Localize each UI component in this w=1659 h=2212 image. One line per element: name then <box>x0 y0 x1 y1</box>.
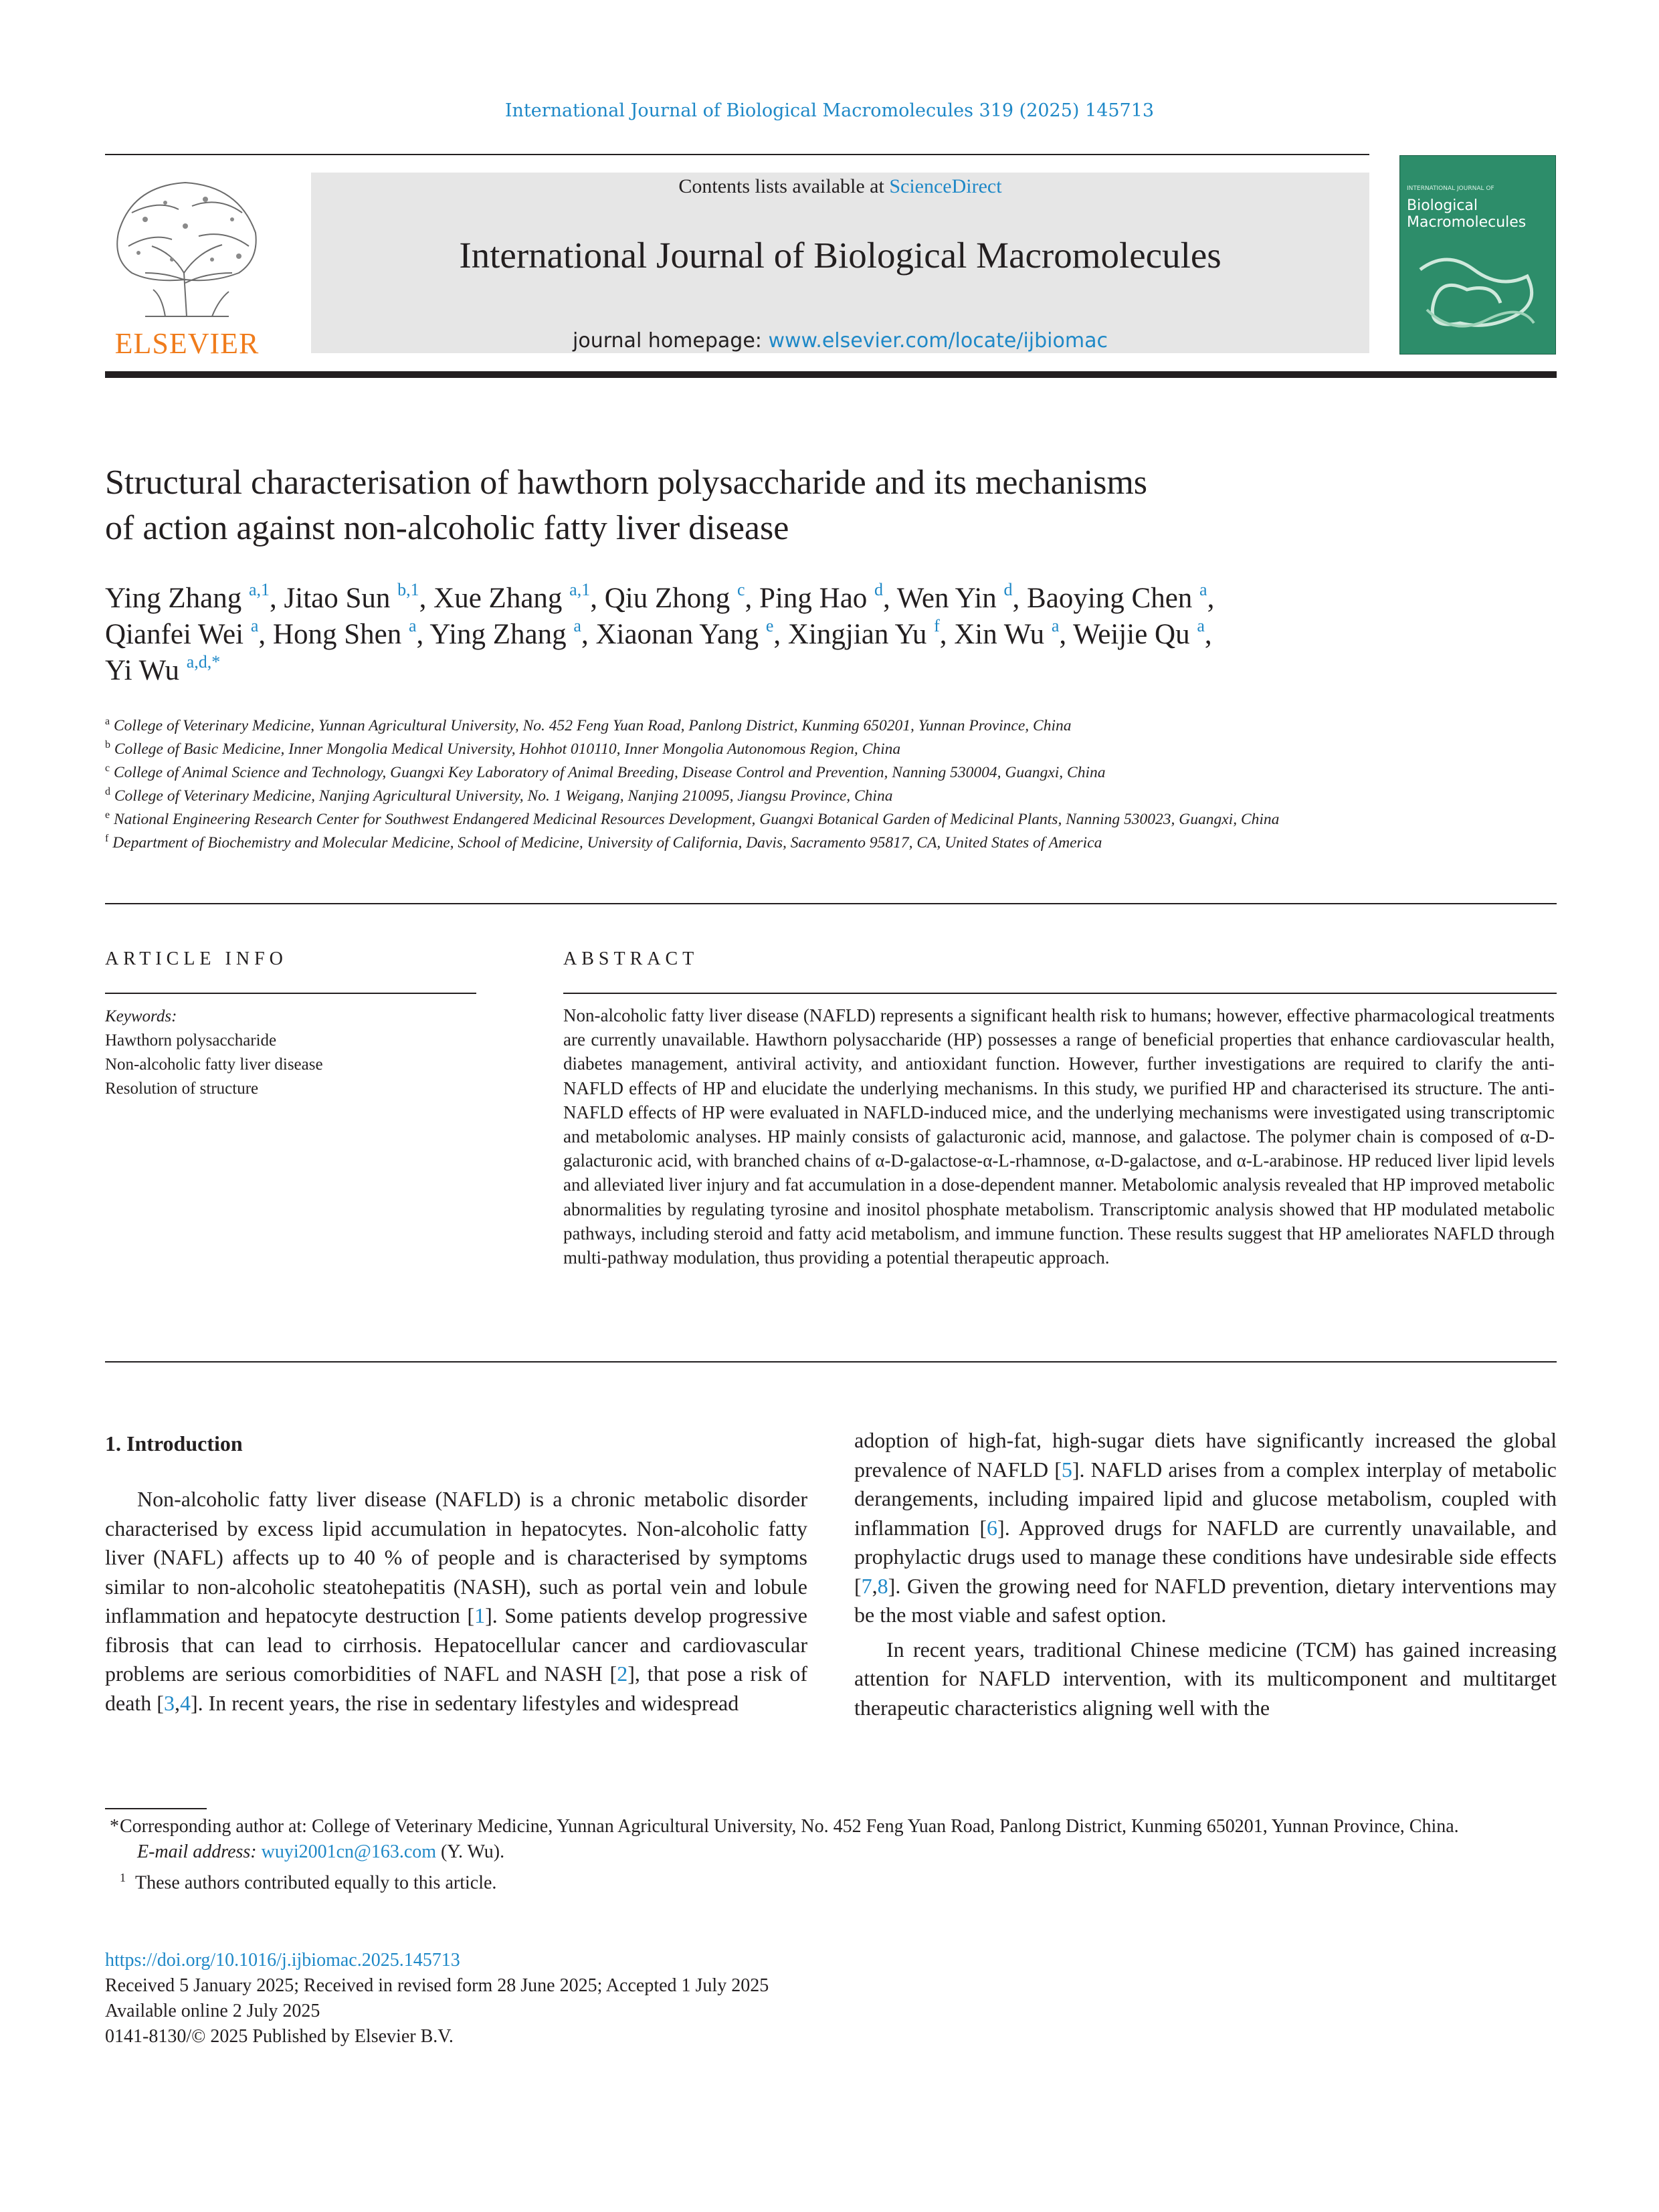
affiliation-key: c <box>105 763 110 774</box>
affiliation-text: Department of Biochemistry and Molecular Medicine, School of Medicine, University of California, Davis, Sacramento 95817, CA, United States of America <box>108 834 1102 851</box>
homepage-prefix: journal homepage: <box>573 329 769 353</box>
abstract-text: Non-alcoholic fatty liver disease (NAFLD) represents a significant health risk to humans; however, effective pharmacological treatments are currently unavailable. Hawthorn polysaccharide (HP) possesses a range of beneficial properties that enhance cardiovascular health, diabetes management, antiviral activity, and antioxidant function. However, further investigations are required to clarify the anti-NAFLD effects of HP and elucidate the underlying mechanisms. In this study, we purified HP and characterised its structure. The anti-NAFLD effects of HP were evaluated in NAFLD-induced mice, and the underlying mechanisms were investigated using transcriptomic and metabolomic analyses. HP mainly consists of galacturonic acid, mannose, and galactose. The polymer chain is composed of α-D-galacturonic acid, with branched chains of α-D-galactose-α-L-rhamnose, α-D-galactose, and α-L-arabinose. HP reduced liver lipid levels and alleviated liver injury and fat accumulation in a dose-dependent manner. Metabolomic analysis revealed that HP improved metabolic abnormalities by regulating tyrosine and inositol phosphate metabolism. Transcriptomic analysis showed that HP modulated metabolic pathways, including steroid and fatty acid metabolism, and immune function. These results suggest that HP ameliorates NAFLD through multi-pathway modulation, thus providing a potential therapeutic approach. <box>563 1005 1555 1268</box>
title-line-1: Structural characterisation of hawthorn polysaccharide and its mechanisms <box>105 464 1148 502</box>
author-name[interactable]: Hong Shen <box>272 619 409 650</box>
intro-right-column <box>854 1426 1557 1722</box>
homepage-link[interactable]: www.elsevier.com/locate/ijbiomac <box>768 329 1108 353</box>
author-name[interactable]: Yi Wu <box>105 655 187 686</box>
author-name[interactable]: Weijie Qu <box>1073 619 1197 650</box>
author-separator: , <box>419 583 434 614</box>
keywords-block <box>105 1005 480 1101</box>
author-name[interactable]: Ping Hao <box>759 583 875 614</box>
citation-link[interactable]: 1 <box>474 1603 486 1627</box>
equal-contribution-footnote: $^1$ These authors contributed equally to this article. <box>120 1871 497 1894</box>
citation-link[interactable]: 4 <box>179 1690 191 1715</box>
author-separator: , <box>258 619 273 650</box>
affiliation-item <box>105 738 1409 761</box>
affiliation-list <box>105 714 1409 855</box>
author-name[interactable]: Ying Zhang <box>105 583 249 614</box>
citation-link[interactable]: 3 <box>163 1690 175 1715</box>
email-suffix: (Y. Wu). <box>436 1841 505 1862</box>
received-dates: Received 5 January 2025; Received in revised form 28 June 2025; Accepted 1 July 2025 <box>105 1975 769 1996</box>
author-separator: , <box>773 619 788 650</box>
author-name[interactable]: Xin Wu <box>954 619 1052 650</box>
paragraph-text: In recent years, traditional Chinese medicine (TCM) has gained increasing attention for NAFLD intervention, with its multicomponent and multitarget therapeutic characteristics aligning well with the <box>854 1637 1557 1720</box>
affiliation-key: a <box>105 716 110 727</box>
paragraph-text: ]. In recent years, the rise in sedentary lifestyles and widespread <box>190 1690 739 1715</box>
author-separator: , <box>1012 583 1028 614</box>
title-line-2: of action against non-alcoholic fatty liver disease <box>105 509 789 547</box>
corresponding-footnote: *Corresponding author at: College of Veterinary Medicine, Yunnan Agricultural University, No. 452 Feng Yuan Road, Panlong District, Kunming 650201, Yunnan Province, China. <box>105 1816 1459 1837</box>
author-name[interactable]: Jitao Sun <box>284 583 398 614</box>
affiliation-item <box>105 714 1409 738</box>
email-footnote <box>105 1839 1557 1865</box>
paragraph-text: ]. NAFLD arises from a complex interplay of metabolic derangements, including impaired lipid and glucose metabolism, coupled with inflammation [ <box>854 1457 1557 1540</box>
journal-homepage <box>311 329 1369 353</box>
author-affiliation-marker[interactable]: a <box>1199 580 1207 599</box>
affiliation-text: College of Veterinary Medicine, Yunnan Agricultural University, No. 452 Feng Yuan Road, Panlong District, Kunming 650201, Yunnan Province, China <box>110 717 1072 734</box>
equal-contribution-text: These authors contributed equally to this article. <box>135 1872 497 1894</box>
footnotes <box>105 1814 1557 1896</box>
author-separator: , <box>270 583 284 614</box>
affiliation-text: College of Animal Science and Technology, Guangxi Key Laboratory of Animal Breeding, Disease Control and Prevention, Nanning 530004, Guangxi, China <box>110 764 1106 781</box>
cover-molecule-graphic <box>1407 243 1549 343</box>
affiliation-key: e <box>105 809 110 821</box>
intro-paragraph <box>854 1635 1557 1723</box>
publication-info <box>105 1948 1557 2049</box>
author-separator: , <box>883 583 897 614</box>
abstract-heading: ABSTRACT <box>563 948 699 969</box>
header-rule <box>105 154 1369 155</box>
author-name[interactable]: Xiaonan Yang <box>595 619 766 650</box>
affiliation-text: College of Basic Medicine, Inner Mongolia Medical University, Hohhot 010110, Inner Mongolia Autonomous Region, China <box>110 740 901 758</box>
elsevier-tree-logo <box>105 173 269 326</box>
intro-left-column <box>105 1485 807 1718</box>
footnote-rule <box>105 1808 207 1809</box>
paragraph-text: ]. Approved drugs for NAFLD are currently unavailable, and prophylactic drugs used to manage these conditions have undesirable side effects [ <box>854 1515 1557 1598</box>
article-title <box>105 460 1409 551</box>
doi-link[interactable]: https://doi.org/10.1016/j.ijbiomac.2025.145713 <box>105 1950 460 1971</box>
abstract-bottom-rule <box>105 1361 1557 1363</box>
affiliation-item <box>105 785 1409 808</box>
author-separator: , <box>745 583 760 614</box>
author-name[interactable]: Qianfei Wei <box>105 619 251 650</box>
journal-reference[interactable]: International Journal of Biological Macromolecules 319 (2025) 145713 <box>504 100 1155 121</box>
citation-link[interactable]: 6 <box>987 1515 998 1540</box>
author-separator: , <box>581 619 596 650</box>
corresponding-text: Corresponding author at: College of Veterinary Medicine, Yunnan Agricultural University, No. 452 Feng Yuan Road, Panlong District, Kunming 650201, Yunnan Province, China. <box>120 1816 1459 1837</box>
citation-link[interactable]: 7 <box>861 1573 872 1598</box>
journal-title: International Journal of Biological Macromolecules <box>459 235 1222 276</box>
paragraph-text: ]. Some patients develop progressive fibrosis that can lead to cirrhosis. Hepatocellular cancer and cardiovascular problems are serious comorbidities of NAFL and NASH [ <box>105 1603 807 1686</box>
paragraph-text: , <box>872 1573 878 1598</box>
author-separator: , <box>416 619 430 650</box>
contents-line <box>311 175 1369 198</box>
available-online: Available online 2 July 2025 <box>105 2001 320 2021</box>
author-name[interactable]: Ying Zhang <box>429 619 574 650</box>
author-affiliation-marker[interactable]: a <box>408 616 417 635</box>
contents-prefix: Contents lists available at <box>678 175 890 197</box>
keyword-item: Hawthorn polysaccharide <box>105 1031 277 1049</box>
email-link[interactable]: wuyi2001cn@163.com <box>261 1841 437 1862</box>
paragraph-text: Non-alcoholic fatty liver disease (NAFLD) is a chronic metabolic disorder characterised by excess lipid accumulation in hepatocytes. Non-alcoholic fatty liver (NAFL) affects up to 40 % of people and is characterised by symptoms similar to non-alcoholic steatohepatitis (NASH), such as portal vein and lobule inflammation and hepatocyte destruction [ <box>105 1487 807 1627</box>
journal-cover-image[interactable] <box>1399 155 1556 355</box>
keyword-item: Resolution of structure <box>105 1080 259 1098</box>
email-label: E-mail address: <box>137 1841 262 1862</box>
author-name[interactable]: Qiu Zhong <box>604 583 737 614</box>
author-list <box>105 581 1409 689</box>
paragraph-text: ], that pose a risk of death [ <box>105 1662 808 1715</box>
sciencedirect-link[interactable]: ScienceDirect <box>889 175 1002 197</box>
keywords-label: Keywords: <box>105 1007 177 1025</box>
abstract-rule <box>563 993 1557 994</box>
author-affiliation-marker[interactable]: e <box>765 616 774 635</box>
affiliation-item <box>105 808 1409 831</box>
affiliation-key: d <box>105 786 110 797</box>
author-affiliation-marker[interactable]: a,1 <box>248 580 270 599</box>
author-affiliation-marker[interactable]: a,d,* <box>186 652 221 672</box>
author-affiliation-marker[interactable]: a <box>573 616 581 635</box>
citation-link[interactable]: 2 <box>617 1662 628 1686</box>
author-affiliation-marker[interactable]: d <box>1003 580 1013 599</box>
author-affiliation-marker[interactable]: d <box>874 580 884 599</box>
affiliation-rule <box>105 903 1557 904</box>
intro-paragraph <box>105 1485 807 1718</box>
author-affiliation-marker[interactable]: b,1 <box>397 580 419 599</box>
author-separator: , <box>1204 619 1212 650</box>
publisher-name: ELSEVIER <box>114 327 260 360</box>
article-info-heading: ARTICLE INFO <box>105 948 288 969</box>
author-separator: , <box>1059 619 1074 650</box>
author-separator: , <box>590 583 605 614</box>
affiliation-text: College of Veterinary Medicine, Nanjing Agricultural University, No. 1 Weigang, Nanjing 210095, Jiangsu Province, China <box>110 787 893 805</box>
author-affiliation-marker[interactable]: a <box>250 616 259 635</box>
header-thick-rule <box>105 371 1557 378</box>
keyword-item: Non-alcoholic fatty liver disease <box>105 1055 323 1074</box>
affiliation-key: f <box>105 833 109 844</box>
article-info-rule <box>105 993 476 994</box>
affiliation-item <box>105 761 1409 785</box>
citation-link[interactable]: 8 <box>877 1573 888 1598</box>
citation-link[interactable]: 5 <box>1061 1457 1072 1482</box>
affiliation-key: b <box>105 739 110 750</box>
intro-paragraph <box>854 1426 1557 1630</box>
author-name[interactable]: Xingjian Yu <box>787 619 935 650</box>
cover-small-label: INTERNATIONAL JOURNAL OF <box>1407 185 1494 192</box>
author-name[interactable]: Xue Zhang <box>433 583 570 614</box>
paragraph-text: adoption of high-fat, high-sugar diets have significantly increased the global prevalence of NAFLD [ <box>854 1428 1557 1482</box>
cover-title: Biological Macromolecules <box>1407 197 1527 231</box>
author-affiliation-marker[interactable]: a <box>1051 616 1060 635</box>
author-affiliation-marker[interactable]: a,1 <box>569 580 591 599</box>
affiliation-text: National Engineering Research Center for Southwest Endangered Medicinal Resources Development, Guangxi Botanical Garden of Medicinal Plants, Nanning 530023, Guangxi, China <box>110 811 1280 828</box>
affiliation-item <box>105 831 1409 855</box>
paragraph-text: ]. Given the growing need for NAFLD prevention, dietary interventions may be the most viable and safest option. <box>854 1573 1557 1627</box>
copyright: 0141-8130/© 2025 Published by Elsevier B.V. <box>105 2026 454 2047</box>
author-separator: , <box>1207 583 1215 614</box>
author-name[interactable]: Baoying Chen <box>1027 583 1200 614</box>
introduction-heading: 1. Introduction <box>105 1431 243 1455</box>
author-affiliation-marker[interactable]: f <box>934 616 940 635</box>
paragraph-text: , <box>174 1690 180 1715</box>
author-separator: , <box>939 619 955 650</box>
author-name[interactable]: Wen Yin <box>896 583 1004 614</box>
author-affiliation-marker[interactable]: c <box>737 580 745 599</box>
author-affiliation-marker[interactable]: a <box>1197 616 1205 635</box>
